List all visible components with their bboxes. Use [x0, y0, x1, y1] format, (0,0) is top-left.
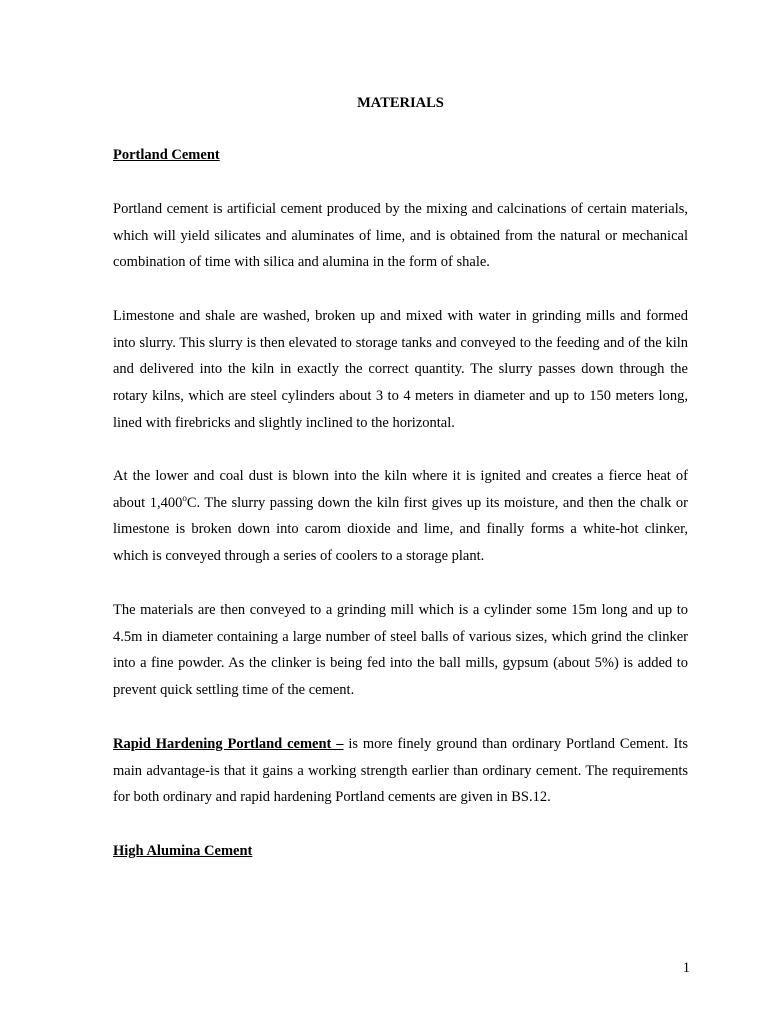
paragraph-portland-cement-definition: Portland cement is artificial cement produced by the mixing and calcinations of certain materials, which will yield silicates and aluminates of lime, and is obtained from the natural or mechanical combination of time with silica and alumina in the form of shale.: [113, 201, 688, 271]
paragraph-grinding-mill: The materials are then conveyed to a grinding mill which is a cylinder some 15m long and up to 4.5m in diameter containing a large number of steel balls of various sizes, which grind the clinker into a fine powder. As the clinker is being fed into the ball mills, gypsum (about 5%) is added to prevent quick settling time of the cement.: [113, 602, 688, 699]
inline-heading-rapid-hardening: Rapid Hardening Portland cement –: [113, 736, 344, 752]
section-heading-high-alumina-cement: High Alumina Cement: [113, 843, 253, 859]
page-number: 1: [682, 960, 690, 976]
paragraph-kiln-heating: [113, 463, 688, 570]
paragraph-slurry-process: Limestone and shale are washed, broken up and mixed with water in grinding mills and formed into slurry. This slurry is then elevated to storage tanks and conveyed to the feeding and of the kiln and delivered into the kiln in exactly the correct quantity. The slurry passes down through the rotary kilns, which are steel cylinders about 3 to 4 meters in diameter and up to 150 meters long, lined with firebricks and slightly inclined to the horizontal.: [113, 308, 688, 431]
degree-superscript: o: [182, 492, 187, 503]
paragraph-rapid-hardening: [113, 731, 688, 811]
section-heading-portland-cement: Portland Cement: [113, 147, 220, 163]
kiln-text-part-1: At the lower and coal dust is blown into the kiln where it is ignited and creates a fierce heat of about 1,400: [113, 468, 688, 511]
kiln-text-part-2: C. The slurry passing down the kiln first gives up its moisture, and then the chalk or limestone is broken down into carom dioxide and lime, and finally forms a white-hot clinker, which is conveyed through a series of coolers to a storage plant.: [113, 494, 689, 565]
rapid-hardening-text: is more finely ground than ordinary Portland Cement. Its main advantage-is that it gains a working strength earlier than ordinary cement. The requirements for both ordinary and rapid hardening Portland cements are given in BS.12.: [113, 736, 688, 806]
page-title: MATERIALS: [357, 95, 444, 111]
